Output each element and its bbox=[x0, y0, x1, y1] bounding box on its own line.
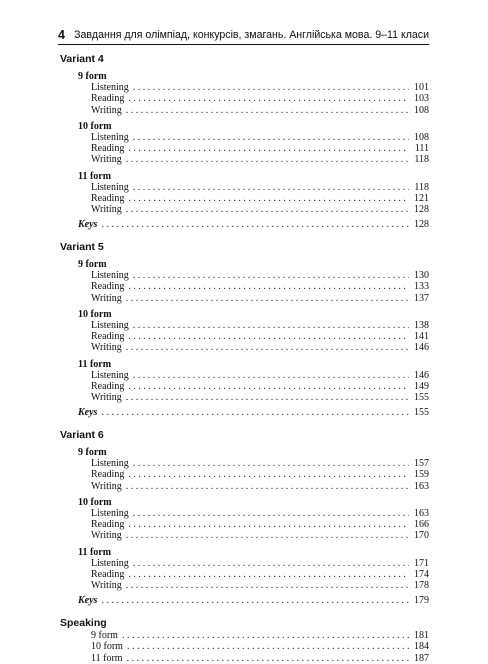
toc-entry[interactable] bbox=[60, 82, 429, 93]
dot-leader bbox=[126, 293, 409, 304]
toc-section-variant-6 bbox=[60, 428, 429, 606]
form-group-10 bbox=[60, 309, 429, 354]
header-rule bbox=[58, 44, 429, 45]
toc-entry-keys[interactable] bbox=[60, 407, 429, 418]
entry-page: 178 bbox=[414, 580, 429, 592]
page-number: 4 bbox=[58, 28, 65, 42]
entry-label: Listening bbox=[91, 269, 129, 281]
toc-entry[interactable] bbox=[60, 458, 429, 469]
entry-label: Keys bbox=[78, 594, 98, 606]
dot-leader bbox=[128, 93, 409, 104]
entry-label: Keys bbox=[78, 406, 98, 418]
entry-label: Reading bbox=[91, 519, 125, 531]
entry-page: 128 bbox=[414, 204, 429, 216]
dot-leader bbox=[128, 519, 409, 530]
entry-page: 138 bbox=[414, 319, 429, 331]
toc-entry[interactable] bbox=[60, 143, 429, 154]
entry-label: Writing bbox=[91, 480, 122, 492]
entry-page: 170 bbox=[414, 530, 429, 542]
entry-label: Writing bbox=[91, 292, 122, 304]
toc-entry[interactable] bbox=[60, 342, 429, 353]
entry-page: 101 bbox=[414, 82, 429, 93]
entry-page: 155 bbox=[414, 392, 429, 404]
entry-page: 187 bbox=[414, 652, 429, 664]
entry-page: 155 bbox=[414, 406, 429, 418]
toc-entry[interactable] bbox=[60, 154, 429, 165]
entry-label: Reading bbox=[91, 331, 125, 343]
entry-page: 157 bbox=[414, 457, 429, 469]
entry-label: Writing bbox=[91, 580, 122, 592]
toc-entry[interactable] bbox=[60, 182, 429, 193]
form-title: 10 form bbox=[78, 120, 112, 132]
toc-entry-keys[interactable] bbox=[60, 219, 429, 230]
toc-entry[interactable] bbox=[60, 331, 429, 342]
form-group-10 bbox=[60, 497, 429, 542]
entry-page: 121 bbox=[414, 193, 429, 205]
form-title: 11 form bbox=[78, 170, 112, 182]
entry-label: Listening bbox=[91, 507, 129, 519]
entry-page: 118 bbox=[414, 181, 429, 193]
section-title: Variant 6 bbox=[60, 428, 104, 441]
dot-leader bbox=[133, 132, 409, 143]
form-title: 10 form bbox=[78, 496, 112, 508]
toc-entry[interactable] bbox=[60, 320, 429, 331]
form-title: 9 form bbox=[78, 258, 107, 270]
toc-entry[interactable] bbox=[60, 580, 429, 591]
entry-label: Reading bbox=[91, 143, 125, 155]
dot-leader bbox=[128, 331, 409, 342]
entry-label: Reading bbox=[91, 381, 125, 393]
dot-leader bbox=[128, 281, 409, 292]
entry-label: Writing bbox=[91, 104, 122, 116]
form-group-9 bbox=[60, 71, 429, 116]
form-title: 10 form bbox=[78, 308, 112, 320]
toc-entry[interactable] bbox=[60, 641, 429, 652]
form-group-10 bbox=[60, 121, 429, 166]
entry-label: Reading bbox=[91, 93, 125, 105]
toc-entry[interactable] bbox=[60, 105, 429, 116]
entry-page: 181 bbox=[414, 629, 429, 641]
dot-leader bbox=[133, 270, 409, 281]
form-title: 9 form bbox=[78, 446, 107, 458]
toc-entry[interactable] bbox=[60, 270, 429, 281]
dot-leader bbox=[128, 143, 409, 154]
entry-page: 163 bbox=[414, 507, 429, 519]
entry-page: 111 bbox=[414, 143, 429, 155]
toc-entry[interactable] bbox=[60, 630, 429, 641]
dot-leader bbox=[128, 569, 409, 580]
toc-entry[interactable] bbox=[60, 370, 429, 381]
entry-label: Writing bbox=[91, 530, 122, 542]
entry-label: Listening bbox=[91, 131, 129, 143]
dot-leader bbox=[101, 407, 409, 418]
dot-leader bbox=[133, 182, 409, 193]
entry-label: Listening bbox=[91, 319, 129, 331]
entry-page: 146 bbox=[414, 369, 429, 381]
entry-label: Writing bbox=[91, 154, 122, 166]
entry-page: 166 bbox=[414, 519, 429, 531]
entry-label: Writing bbox=[91, 392, 122, 404]
running-header bbox=[58, 28, 429, 44]
form-group-11 bbox=[60, 547, 429, 592]
entry-page: 184 bbox=[414, 641, 429, 653]
entry-label: Listening bbox=[91, 369, 129, 381]
toc-section-speaking bbox=[60, 616, 429, 664]
entry-page: 159 bbox=[414, 469, 429, 481]
toc-entry[interactable] bbox=[60, 281, 429, 292]
toc-entry[interactable] bbox=[60, 508, 429, 519]
dot-leader bbox=[126, 154, 409, 165]
toc-entry[interactable] bbox=[60, 132, 429, 143]
toc-entry[interactable] bbox=[60, 204, 429, 215]
form-title: 11 form bbox=[78, 358, 112, 370]
toc-entry[interactable] bbox=[60, 469, 429, 480]
entry-page: 163 bbox=[414, 480, 429, 492]
toc-section-variant-4 bbox=[60, 52, 429, 230]
entry-page: 137 bbox=[414, 292, 429, 304]
entry-page: 171 bbox=[414, 557, 429, 569]
running-title: Завдання для олімпіад, конкурсів, змагань. Англійська мова. 9–11 класи bbox=[74, 29, 429, 41]
dot-leader bbox=[133, 370, 409, 381]
section-title: Variant 5 bbox=[60, 240, 104, 253]
entry-label: 9 form bbox=[91, 629, 118, 641]
toc-entry[interactable] bbox=[60, 653, 429, 664]
dot-leader bbox=[133, 82, 409, 93]
entry-page: 149 bbox=[414, 381, 429, 393]
entry-page: 128 bbox=[414, 218, 429, 230]
toc-entry[interactable] bbox=[60, 293, 429, 304]
form-group-11 bbox=[60, 359, 429, 404]
form-group-11 bbox=[60, 171, 429, 216]
dot-leader bbox=[128, 469, 409, 480]
form-group-9 bbox=[60, 259, 429, 304]
entry-page: 179 bbox=[414, 594, 429, 606]
entry-label: Listening bbox=[91, 457, 129, 469]
toc-entry[interactable] bbox=[60, 392, 429, 403]
entry-page: 174 bbox=[414, 569, 429, 581]
dot-leader bbox=[126, 204, 409, 215]
entry-page: 108 bbox=[414, 104, 429, 116]
entry-page: 118 bbox=[414, 154, 429, 166]
toc-entry[interactable] bbox=[60, 530, 429, 541]
dot-leader bbox=[126, 105, 409, 116]
entry-label: Keys bbox=[78, 218, 98, 230]
toc-entry[interactable] bbox=[60, 481, 429, 492]
dot-leader bbox=[128, 381, 409, 392]
entry-label: Writing bbox=[91, 342, 122, 354]
entry-label: Reading bbox=[91, 281, 125, 293]
dot-leader bbox=[133, 458, 409, 469]
dot-leader bbox=[127, 653, 409, 664]
section-title: Variant 4 bbox=[60, 53, 104, 65]
toc-entry[interactable] bbox=[60, 93, 429, 104]
toc-entry[interactable] bbox=[60, 519, 429, 530]
form-title: 11 form bbox=[78, 546, 112, 558]
dot-leader bbox=[126, 530, 409, 541]
entry-label: Reading bbox=[91, 569, 125, 581]
entry-label: Listening bbox=[91, 82, 129, 93]
dot-leader bbox=[133, 508, 409, 519]
toc-entry[interactable] bbox=[60, 558, 429, 569]
toc-entry-keys[interactable] bbox=[60, 595, 429, 606]
entry-label: Writing bbox=[91, 204, 122, 216]
dot-leader bbox=[126, 342, 409, 353]
dot-leader bbox=[122, 630, 409, 641]
dot-leader bbox=[126, 481, 409, 492]
dot-leader bbox=[101, 219, 409, 230]
entry-page: 133 bbox=[414, 281, 429, 293]
toc-entry[interactable] bbox=[60, 569, 429, 580]
dot-leader bbox=[133, 558, 409, 569]
dot-leader bbox=[133, 320, 409, 331]
dot-leader bbox=[126, 392, 409, 403]
toc-section-variant-5 bbox=[60, 240, 429, 418]
dot-leader bbox=[127, 641, 409, 652]
entry-page: 141 bbox=[414, 331, 429, 343]
entry-page: 103 bbox=[414, 93, 429, 105]
dot-leader bbox=[128, 193, 409, 204]
entry-label: Listening bbox=[91, 557, 129, 569]
entry-label: 10 form bbox=[91, 641, 123, 653]
table-of-contents bbox=[60, 52, 429, 664]
entry-label: Reading bbox=[91, 193, 125, 205]
form-group-9 bbox=[60, 447, 429, 492]
entry-label: Reading bbox=[91, 469, 125, 481]
dot-leader bbox=[101, 595, 409, 606]
dot-leader bbox=[126, 580, 409, 591]
section-title: Speaking bbox=[60, 616, 107, 629]
entry-page: 146 bbox=[414, 342, 429, 354]
entry-label: 11 form bbox=[91, 652, 123, 664]
toc-entry[interactable] bbox=[60, 193, 429, 204]
toc-entry[interactable] bbox=[60, 381, 429, 392]
entry-label: Listening bbox=[91, 181, 129, 193]
entry-page: 130 bbox=[414, 269, 429, 281]
form-title: 9 form bbox=[78, 71, 107, 82]
entry-page: 108 bbox=[414, 131, 429, 143]
